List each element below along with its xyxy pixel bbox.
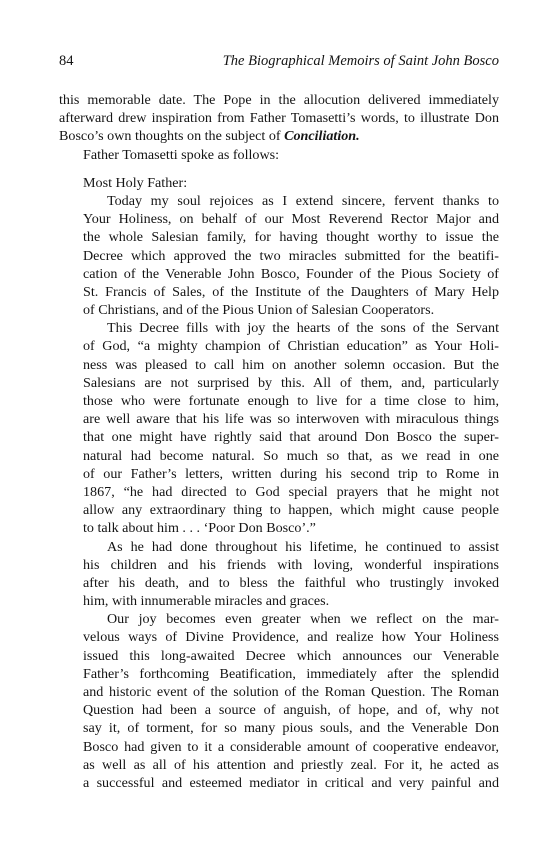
quote-line: the whole Salesian family, for having thought worthy to issue the — [83, 229, 499, 246]
intro-line: this memorable date. The Pope in the allocution delivered immediately — [59, 92, 499, 108]
quoted-address — [59, 174, 499, 792]
quote-line: of our Father’s letters, written during his second trip to Rome in — [83, 465, 499, 482]
quote-line: a successful and esteemed mediator in critical and very painful and — [83, 774, 499, 791]
quote-line: Your Holiness, on behalf of our Most Reverend Rector Major and — [83, 211, 499, 228]
quote-line: of Christians, and of the Pious Union of Salesian Cooperators. — [83, 302, 435, 319]
quote-line: those who were fortunate enough to live for a time close to him, — [83, 393, 499, 409]
quote-line: after his death, and to bless the faithful who trustingly invoked — [83, 574, 499, 591]
quote-line: say it, of torment, for so many pious souls, and the Venerable Don — [83, 720, 499, 737]
quote-line: This Decree fills with joy the hearts of the sons of the Servant — [107, 320, 499, 337]
quote-line: Question had been a source of anguish, of hope, and of, why not — [83, 702, 499, 719]
quote-paragraph-1 — [83, 192, 499, 319]
quote-line: As he had done throughout his lifetime, he continued to assist — [107, 538, 499, 555]
quote-line: him, with innumerable miracles and graces. — [83, 593, 330, 610]
quote-line: his children and his friends with loving, wonderful inspirations — [83, 556, 499, 573]
intro-line: afterward drew inspiration from Father Tomasetti’s words, to illustrate Don — [59, 110, 499, 127]
emphasized-term: Conciliation. — [284, 128, 360, 145]
running-title: The Biographical Memoirs of Saint John Bosco — [222, 53, 499, 69]
intro-line: Father Tomasetti spoke as follows: — [83, 146, 280, 163]
intro-line — [59, 127, 499, 145]
quote-line: St. Francis of Sales, of the Institute of the Daughters of Mary Help — [83, 283, 499, 300]
quote-line: cation of the Venerable John Bosco, Founder of the Pious Society of — [83, 265, 499, 282]
quote-line: as well as all of his attention and priestly zeal. For it, he acted as — [83, 756, 499, 773]
quote-line: Father’s forthcoming Beatification, immediately after the splendid — [83, 665, 499, 682]
body-text — [59, 91, 499, 792]
quote-line: are well aware that his life was so interwoven with miraculous things — [83, 411, 499, 428]
quote-line: natural had become natural. So much so that, as we read in one — [83, 447, 499, 464]
quote-line: that one might have rightly said that around Don Bosco the super- — [83, 429, 499, 446]
quote-line: ness was pleased to call him on another solemn occasion. But the — [83, 356, 499, 373]
quote-paragraph-2 — [83, 319, 499, 537]
quote-line: allow any extraordinary thing to happen, which might cause people — [83, 502, 499, 519]
quote-line: Bosco had given to it a considerable amount of cooperative endeavor, — [83, 738, 499, 755]
quote-line: Salesians are not surprised by this. All of them, and, particularly — [83, 374, 499, 391]
quote-line: and historic event of the solution of the Roman Question. The Roman — [83, 684, 499, 700]
quote-line: issued this long-awaited Decree which announces our Venerable — [83, 647, 499, 664]
quote-line: of God, “a mighty champion of Christian education” as Your Holi- — [83, 338, 499, 355]
page-number: 84 — [59, 53, 74, 69]
quote-line: Today my soul rejoices as I extend sincere, fervent thanks to — [107, 192, 499, 209]
quote-line: 1867, “he had directed to God special prayers that he might not — [83, 483, 499, 500]
quote-paragraph-3 — [83, 538, 499, 611]
quote-line: to talk about him . . . ‘Poor Don Bosco’.” — [83, 520, 316, 537]
quote-line: Our joy becomes even greater when we reflect on the mar- — [107, 611, 499, 628]
quote-line: Decree which approved the two miracles submitted for the beatifi- — [83, 247, 499, 264]
intro-text: Bosco’s own thoughts on the subject of — [59, 128, 285, 145]
quote-paragraph-4 — [83, 610, 499, 792]
salutation: Most Holy Father: — [83, 174, 188, 191]
quote-line: velous ways of Divine Providence, and realize how Your Holiness — [83, 629, 499, 646]
